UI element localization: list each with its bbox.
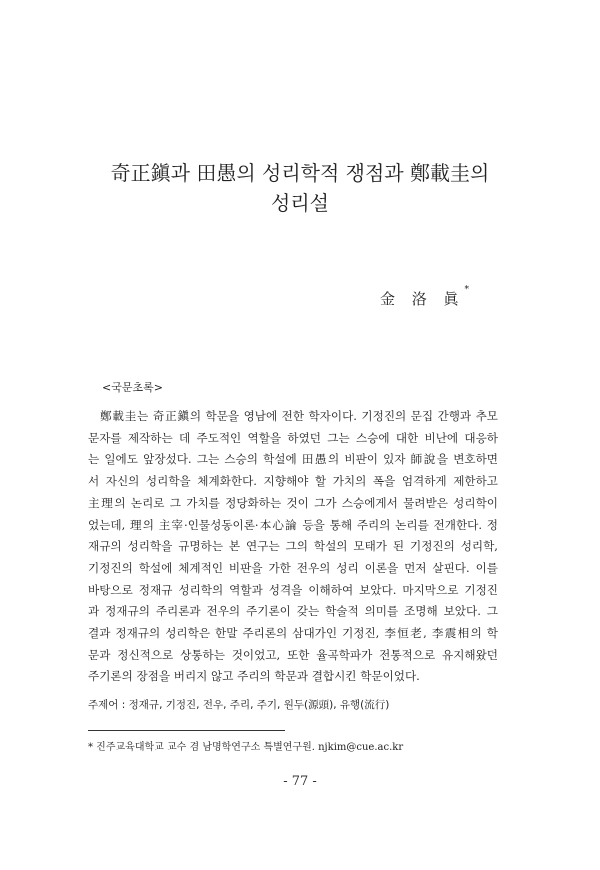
author [380,285,470,309]
footnote-divider [88,730,285,731]
keywords: 주제어 : 정재규, 기정진, 전우, 주리, 주기, 원두(源頭), 유행(流行) [88,699,390,711]
abstract-label: <국문초록> [102,381,163,394]
abstract-line: 바탕으로 정재규 성리학의 역할과 성격을 이해하여 보았다. 마지막으로 기정진 [88,582,498,597]
title-line-2: 성리설 [271,191,329,215]
abstract-line: 서 자신의 성리학을 체계화한다. 지향해야 할 가치의 폭을 엄격하게 제한하고 [88,474,498,489]
abstract-line: 었는데, 理의 主宰·인물성동이론·本心論 등을 통해 주리의 논리를 전개한다. 정 [88,517,498,532]
abstract-line: 주기론의 장점을 버리지 않고 주리의 학문과 결합시킨 학문이었다. [88,669,420,684]
abstract-line: 문과 정신적으로 상통하는 것이었고, 또한 율곡학파가 전통적으로 유지해왔던 [88,647,498,662]
paper-title [60,158,540,218]
abstract-line: 는 일에도 앞장섰다. 그는 스승의 학설에 田愚의 비판이 있자 師說을 변호하면 [88,452,498,467]
abstract-line: 主理의 논리로 그 가치를 정당화하는 것이 그가 스승에게서 물려받은 성리학이 [88,495,498,510]
abstract-body [88,406,498,688]
author-footnote-mark: * [464,285,470,295]
author-name: 金 洛 眞 [380,290,465,308]
title-line-1: 奇正鎭과 田愚의 성리학적 쟁점과 鄭載圭의 [110,161,490,185]
abstract-line: 과 정재규의 주리론과 전우의 주기론이 갖는 학술적 의미를 조명해 보았다. 그 [88,604,498,619]
footnote: * 진주교육대학교 교수 겸 남명학연구소 특별연구원. njkim@cue.ac.kr [88,742,404,753]
page-number: - 77 - [283,774,317,789]
abstract-line: 재규의 성리학을 규명하는 본 연구는 그의 학설의 모태가 된 기정진의 성리학, [88,539,498,554]
abstract-line: 기정진의 학설에 체계적인 비판을 가한 전우의 성리 이론을 먼저 살핀다. 이를 [88,560,498,575]
abstract-line: 결과 정재규의 성리학은 한말 주리론의 삼대가인 기정진, 李恒老, 李震相의 학 [88,626,498,641]
abstract-line: 鄭載圭는 奇正鎭의 학문을 영남에 전한 학자이다. 기정진의 문집 간행과 추모 [100,409,498,423]
abstract-line: 문자를 제작하는 데 주도적인 역할을 하였던 그는 스승에 대한 비난에 대응하 [88,430,498,445]
